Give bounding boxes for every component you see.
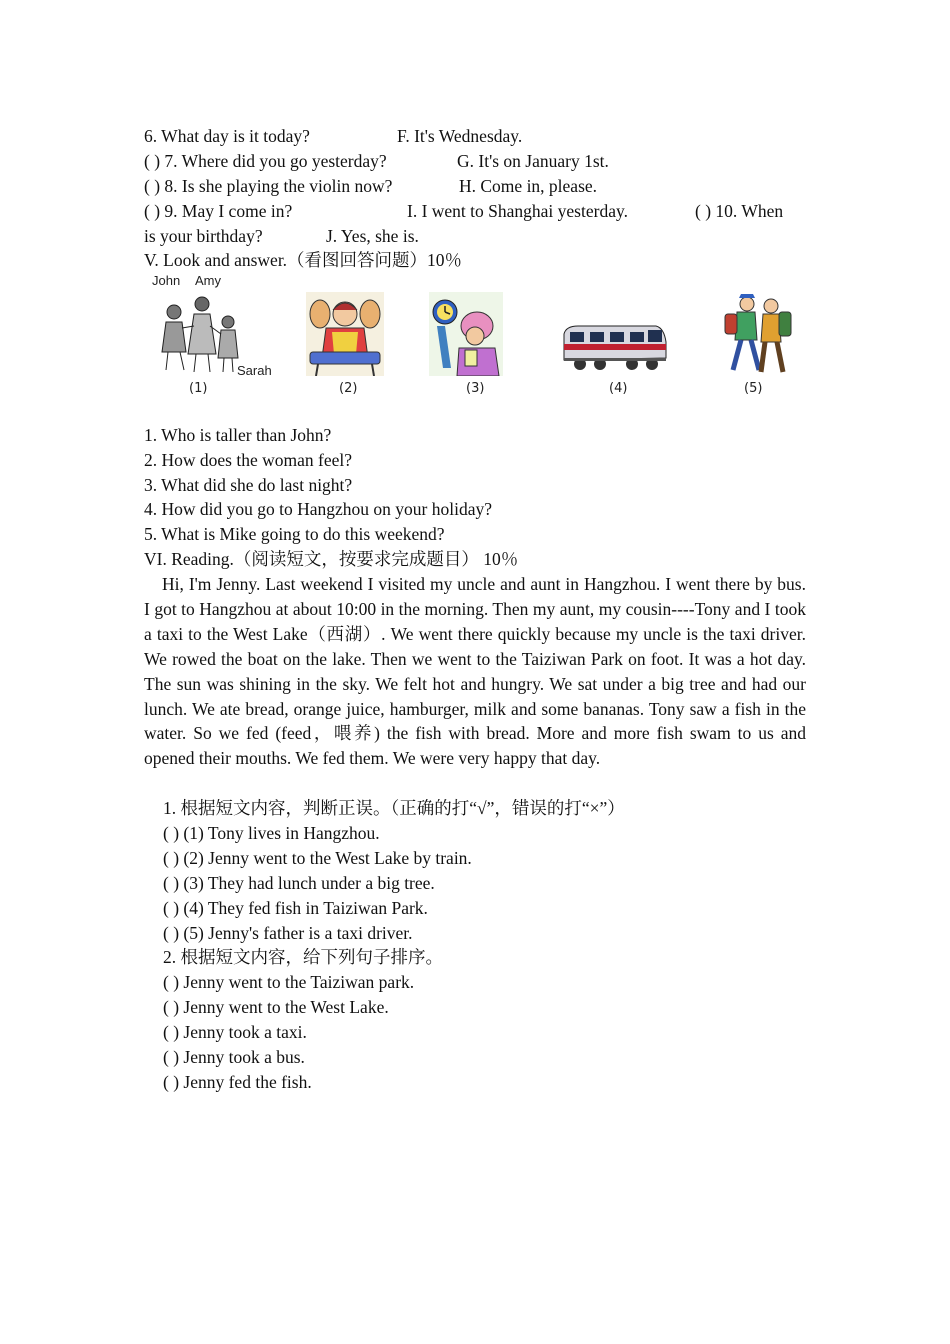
look-question-5: 5. What is Mike going to do this weekend? (144, 524, 445, 544)
order-item-2: ( ) Jenny went to the West Lake. (163, 997, 389, 1017)
section-6-heading: VI. Reading.（阅读短文，按要求完成题目） 10％ (144, 549, 519, 569)
picture-caption-2: (2) (339, 381, 358, 396)
true-false-item-3: ( ) (3) They had lunch under a big tree. (163, 873, 435, 893)
answer-j: J. Yes, she is. (326, 226, 419, 246)
answer-f: F. It's Wednesday. (397, 126, 523, 146)
look-question-1: 1. Who is taller than John? (144, 425, 332, 445)
task-1-heading: 1. 根据短文内容，判断正误。（正确的打“√”，错误的打“×”） (163, 798, 625, 818)
answer-h: H. Come in, please. (459, 176, 598, 196)
answer-g: G. It's on January 1st. (457, 151, 609, 171)
section-5-heading: V. Look and answer.（看图回答问题）10％ (144, 250, 463, 270)
woman-picture (306, 292, 384, 376)
true-false-item-2: ( ) (2) Jenny went to the West Lake by train. (163, 848, 472, 868)
question-10-start: ( ) 10. When (695, 201, 784, 221)
order-item-1: ( ) Jenny went to the Taiziwan park. (163, 972, 415, 992)
question-8: ( ) 8. Is she playing the violin now? (144, 176, 393, 196)
question-6: 6. What day is it today? (144, 126, 310, 146)
label-sarah: Sarah (237, 363, 272, 378)
question-7: ( ) 7. Where did you go yesterday? (144, 151, 387, 171)
order-item-4: ( ) Jenny took a bus. (163, 1047, 305, 1067)
task-2-heading: 2. 根据短文内容，给下列句子排序。 (163, 947, 443, 967)
picture-caption-3: (3) (466, 381, 485, 396)
question-9: ( ) 9. May I come in? (144, 201, 293, 221)
picture-caption-1: (1) (189, 381, 208, 396)
label-amy: Amy (195, 273, 221, 288)
picture-caption-4: (4) (609, 381, 628, 396)
train-picture (560, 320, 668, 376)
answer-i: I. I went to Shanghai yesterday. (407, 201, 628, 221)
reading-passage: Hi, I'm Jenny. Last weekend I visited my uncle and aunt in Hangzhou. I went there by bus. I got to Hangzhou at about 10:00 in the morning. Then my aunt, my cousin----Tony and I took a taxi to the West Lake（西湖）. We went there quickly because my uncle is the taxi driver. We rowed the boat on the lake. Then we went to the Taiziwan Park on foot. It was a hot day. The sun was shining in the sky. We felt hot and hungry. We sat under a big tree and had our lunch. We ate bread, orange juice, hamburger, milk and some bananas. Tony saw a fish in the water. So we fed (feed，喂养) the fish with bread. More and more fish swam to us and opened their mouths. We fed them. We were very happy that day. (144, 574, 806, 769)
look-question-4: 4. How did you go to Hangzhou on your holiday? (144, 499, 493, 519)
order-item-3: ( ) Jenny took a taxi. (163, 1022, 307, 1042)
question-10-end: is your birthday? (144, 226, 263, 246)
true-false-item-5: ( ) (5) Jenny's father is a taxi driver. (163, 923, 413, 943)
hiking-picture (715, 292, 795, 376)
order-item-5: ( ) Jenny fed the fish. (163, 1072, 312, 1092)
look-question-2: 2. How does the woman feel? (144, 450, 352, 470)
look-question-3: 3. What did she do last night? (144, 475, 353, 495)
night-picture (429, 292, 503, 376)
true-false-item-4: ( ) (4) They fed fish in Taiziwan Park. (163, 898, 428, 918)
label-john: John (152, 273, 181, 288)
picture-caption-5: (5) (744, 381, 763, 396)
true-false-item-1: ( ) (1) Tony lives in Hangzhou. (163, 823, 380, 843)
children-picture (158, 292, 240, 376)
